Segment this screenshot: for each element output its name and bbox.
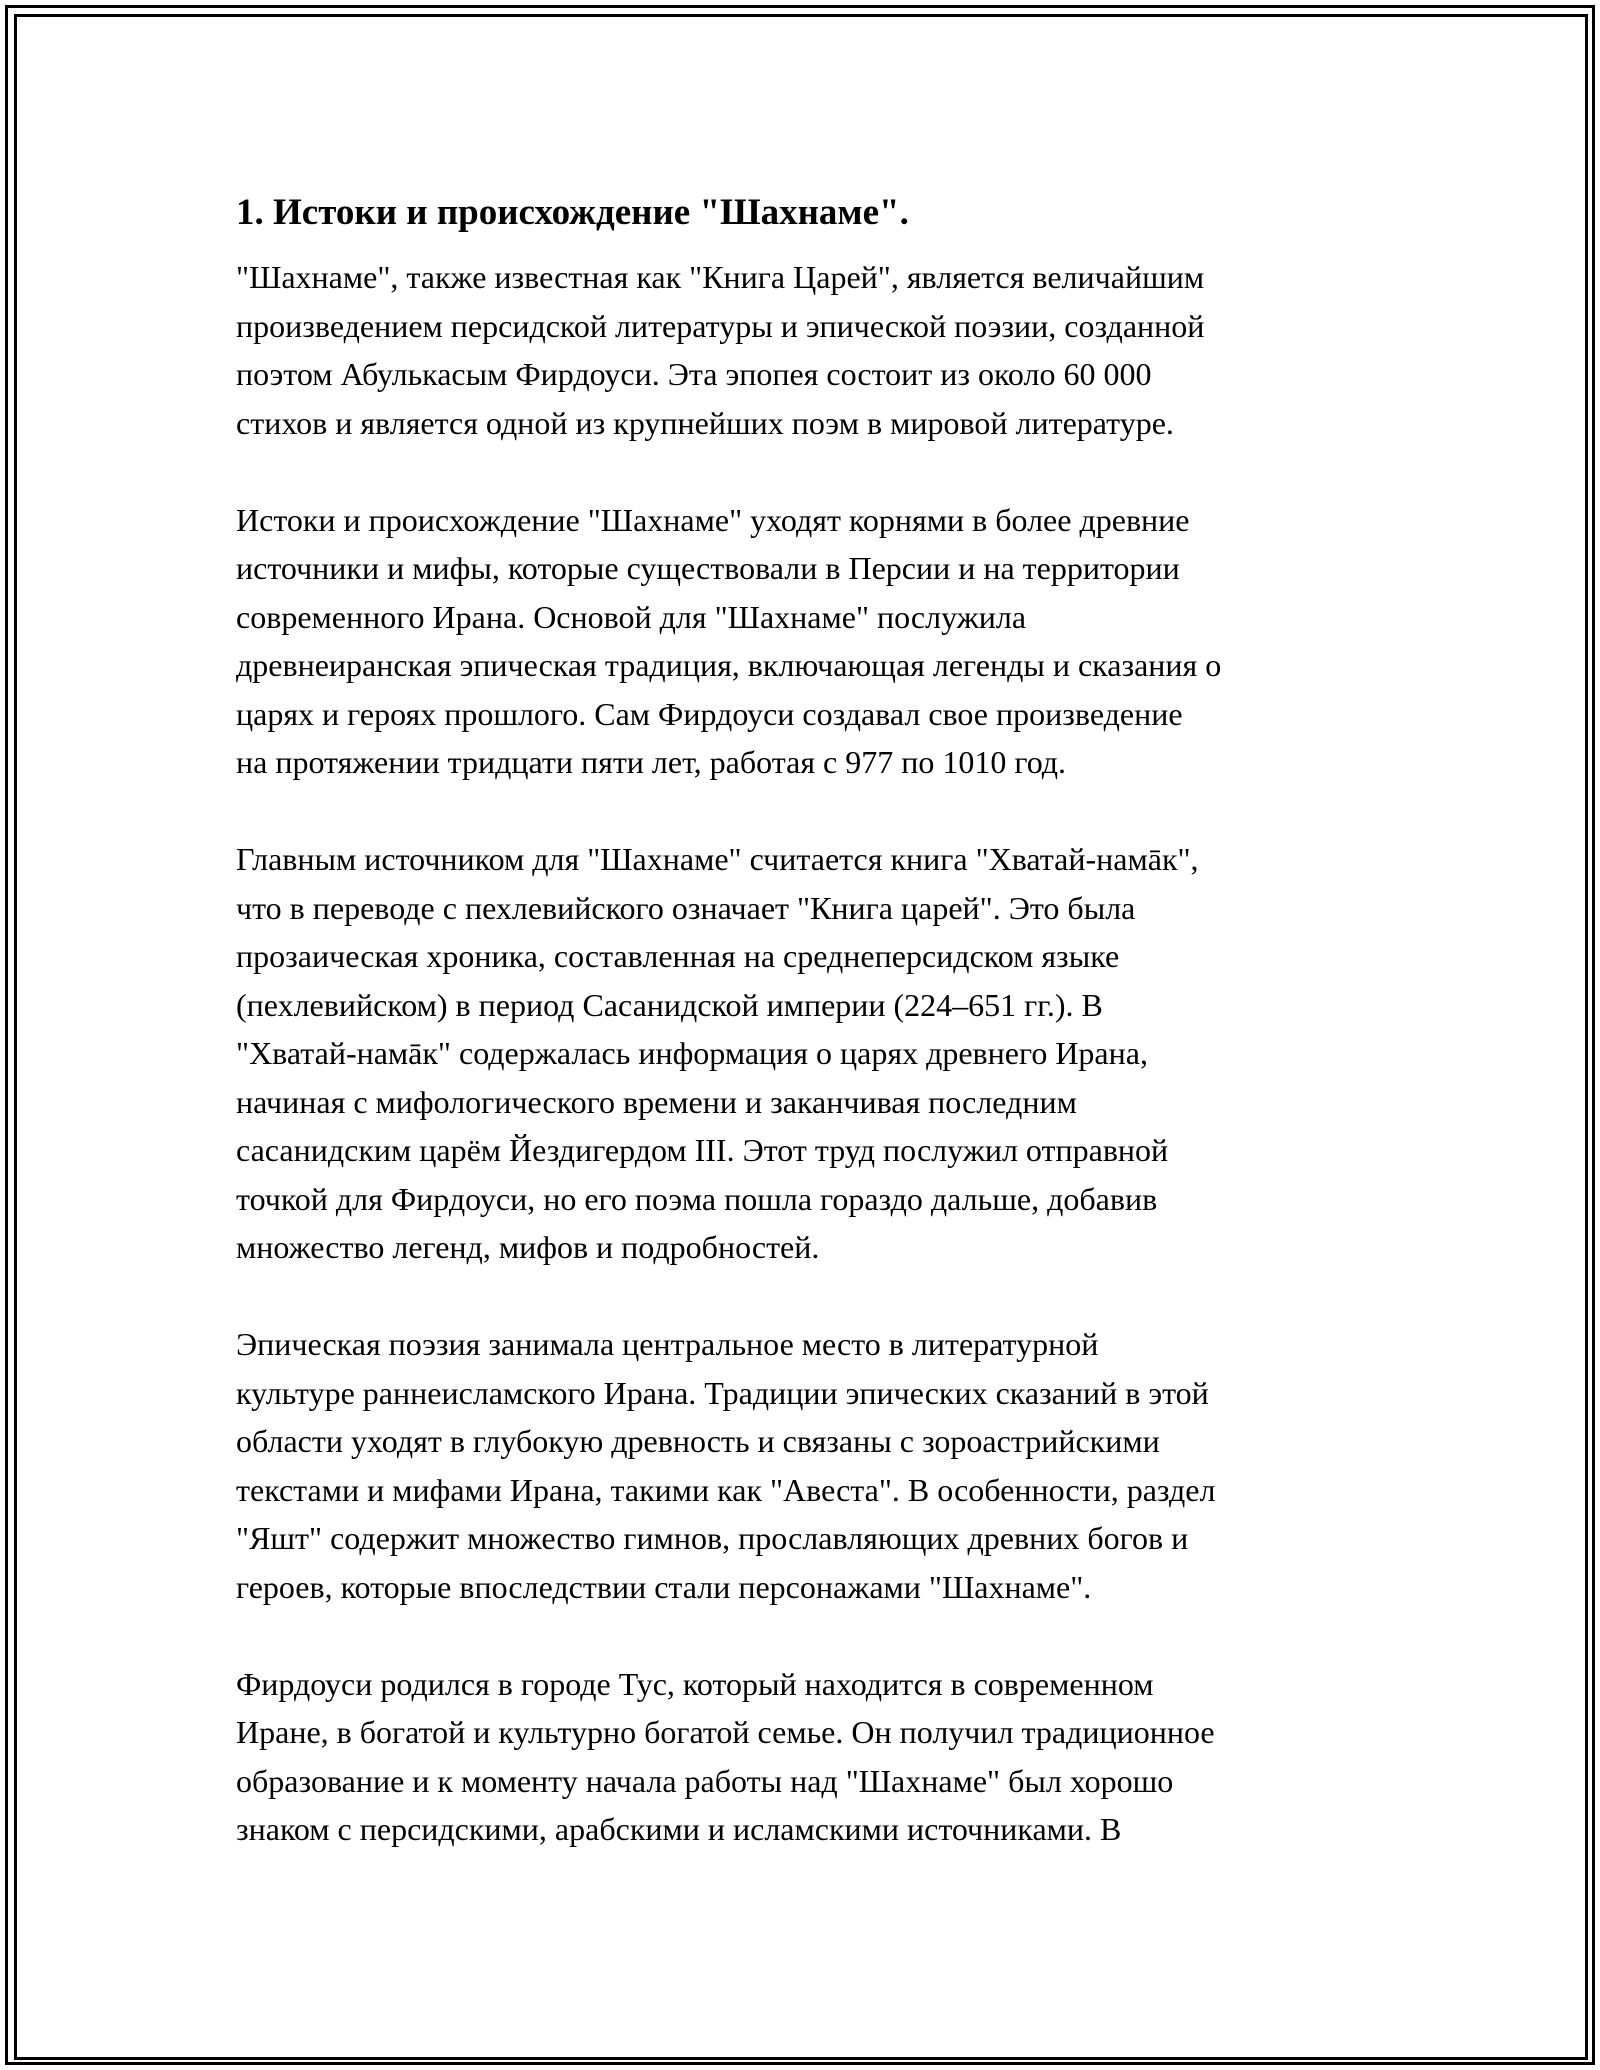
paragraph-line: Фирдоуси родился в городе Тус, который находится в современном (236, 1665, 1154, 1702)
paragraph (236, 835, 1406, 1272)
paragraph (236, 496, 1406, 787)
paragraph-line: героев, которые впоследствии стали персонажами "Шахнаме". (236, 1568, 1092, 1605)
paragraph-line: "Яшт" содержит множество гимнов, прославляющих древних богов и (236, 1520, 1189, 1556)
paragraph-line: произведением персидской литературы и эпической поэзии, созданной (236, 307, 1205, 344)
paragraph-line: Главным источником для "Шахнаме" считается книга "Хватай-намāк", (236, 841, 1199, 877)
paragraph (236, 1660, 1406, 1854)
paragraph-line: стихов и является одной из крупнейших поэм в мировой литературе. (236, 404, 1174, 441)
paragraph-line: "Шахнаме", также известная как "Книга Царей", является величайшим (236, 259, 1205, 295)
paragraph-line: культуре раннеисламского Ирана. Традиции эпических сказаний в этой (236, 1374, 1209, 1411)
paragraph (236, 1320, 1406, 1611)
paragraph-line: на протяжении тридцати пяти лет, работая с 977 по 1010 год. (236, 744, 1067, 780)
paragraph-line: области уходят в глубокую древность и связаны с зороастрийскими (236, 1423, 1160, 1459)
paragraph-line: знаком с персидскими, арабскими и исламскими источниками. В (236, 1811, 1122, 1847)
paragraph-line: (пехлевийском) в период Сасанидской империи (224–651 гг.). В (236, 986, 1103, 1023)
document-body (236, 185, 1406, 1902)
paragraph-line: источники и мифы, которые существовали в Персии и на территории (236, 550, 1180, 586)
paragraph-line: Истоки и происхождение "Шахнаме" уходят корнями в более древние (236, 501, 1190, 538)
paragraph-line: Эпическая поэзия занимала центральное место в литературной (236, 1326, 1099, 1362)
paragraph-line: точкой для Фирдоуси, но его поэма пошла гораздо дальше, добавив (236, 1180, 1158, 1217)
paragraph-line: прозаическая хроника, составленная на среднеперсидском языке (236, 938, 1120, 974)
paragraph-line: что в переводе с пехлевийского означает "Книга царей". Это была (236, 889, 1136, 926)
paragraph-line: современного Ирана. Основой для "Шахнаме" послужила (236, 598, 1027, 635)
section-heading: 1. Истоки и происхождение "Шахнаме". (236, 192, 909, 233)
paragraph-line: царях и героях прошлого. Сам Фирдоуси создавал свое произведение (236, 695, 1183, 732)
paragraph-line: сасанидским царём Йездигердом III. Этот труд послужил отправной (236, 1132, 1169, 1168)
paragraphs-container (236, 253, 1406, 1854)
paragraph-line: образование и к моменту начала работы над "Шахнаме" был хорошо (236, 1762, 1174, 1799)
paragraph-line: древнеиранская эпическая традиция, включающая легенды и сказания о (236, 647, 1222, 683)
paragraph-line: поэтом Абулькасым Фирдоуси. Эта эпопея состоит из около 60 000 (236, 356, 1152, 392)
paragraph-line: начиная с мифологического времени и заканчивая последним (236, 1083, 1077, 1120)
paragraph (236, 253, 1406, 447)
paragraph-line: текстами и мифами Ирана, такими как "Авеста". В особенности, раздел (236, 1471, 1216, 1508)
paragraph-line: множество легенд, мифов и подробностей. (236, 1229, 820, 1265)
paragraph-line: "Хватай-намāк" содержалась информация о царях древнего Ирана, (236, 1035, 1148, 1071)
paragraph-line: Иране, в богатой и культурно богатой семье. Он получил традиционное (236, 1714, 1215, 1750)
